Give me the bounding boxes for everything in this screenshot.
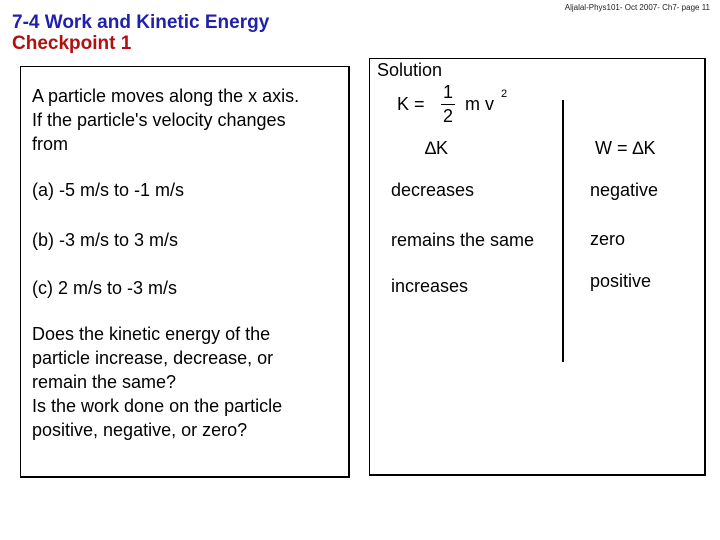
work-b: zero bbox=[590, 229, 626, 249]
prompt-line: Is the work done on the particle bbox=[32, 396, 283, 416]
intro-line: If the particle's velocity changes bbox=[32, 110, 286, 130]
work-c: positive bbox=[590, 271, 652, 291]
formula-variables: m v bbox=[465, 94, 494, 114]
delta-k-c: increases bbox=[391, 276, 469, 296]
work-header: W = ∆K bbox=[595, 138, 656, 158]
prompt-line: particle increase, decrease, or bbox=[32, 348, 274, 368]
prompt-line: remain the same? bbox=[32, 372, 177, 392]
formula-k-prefix: K = bbox=[397, 94, 425, 114]
delta-k-header: ∆K bbox=[425, 138, 449, 158]
intro-line: A particle moves along the x axis. bbox=[32, 86, 300, 106]
title-line-1: 7-4 Work and Kinetic Energy bbox=[12, 12, 270, 33]
delta-k-b: remains the same bbox=[391, 230, 535, 250]
case-c: (c) 2 m/s to -3 m/s bbox=[32, 278, 178, 298]
prompt-line: Does the kinetic energy of the bbox=[32, 324, 271, 344]
work-a: negative bbox=[590, 180, 659, 200]
page-info: Aljalal-Phys101- Oct 2007- Ch7- page 11 bbox=[564, 3, 710, 12]
delta-k-a: decreases bbox=[391, 180, 475, 200]
question-intro bbox=[32, 84, 332, 156]
case-b: (b) -3 m/s to 3 m/s bbox=[32, 230, 179, 250]
prompt-line: positive, negative, or zero? bbox=[32, 420, 248, 440]
formula-denominator: 2 bbox=[443, 106, 454, 126]
intro-line: from bbox=[32, 134, 68, 154]
formula-exponent: 2 bbox=[501, 88, 508, 100]
case-a: (a) -5 m/s to -1 m/s bbox=[32, 180, 185, 200]
question-prompt bbox=[32, 322, 332, 442]
solution-box bbox=[369, 58, 706, 476]
fraction-bar bbox=[441, 104, 455, 105]
title-line-2: Checkpoint 1 bbox=[12, 33, 132, 54]
column-divider bbox=[562, 100, 564, 362]
slide-title bbox=[12, 12, 269, 54]
formula-numerator: 1 bbox=[443, 82, 454, 102]
solution-heading: Solution bbox=[377, 60, 443, 80]
